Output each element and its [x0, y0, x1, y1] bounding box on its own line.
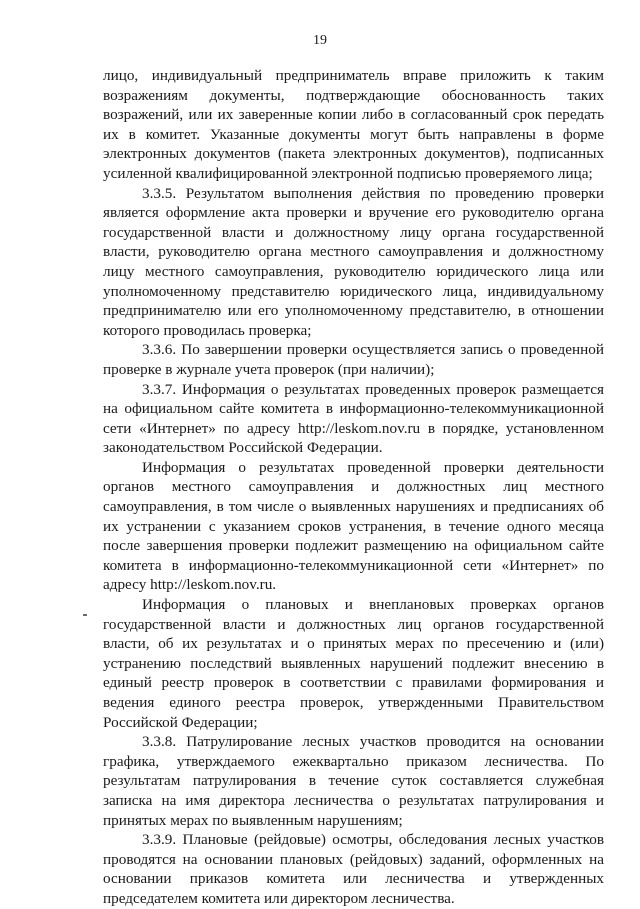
page-number: 19 [313, 33, 327, 48]
paragraph-local-government-results: Информация о результатах проведенной проверки деятельности органов местного самоуправления и должностных лиц местного самоуправления, в том числе о выявленных нарушениях и предписаниях об их устранении с указанием сроков устранения, в течение одного месяца после завершения проверки подлежит размещению на официальном сайте комитета в информационно-телекоммуникационной сети «Интернет» по адресу http://leskom.nov.ru. [103, 458, 604, 594]
paragraph-3-3-7: 3.3.7. Информация о результатах проведенных проверок размещается на официальном сайте комитета в информационно-телекоммуникационной сети «Интернет» по адресу http://leskom.nov.ru в порядке, установленном законодательством Российской Федерации. [103, 380, 604, 457]
paragraph-objection-documents: лицо, индивидуальный предприниматель вправе приложить к таким возражениям документы, подтверждающие обоснованность таких возражений, или их заверенные копии либо в согласованный срок передать их в комитет. Указанные документы могут быть направлены в форме электронных документов (пакета электронных документов), подписанных усиленной квалифицированной электронной подписью проверяемого лица; [103, 67, 604, 182]
paragraph-3-3-8: 3.3.8. Патрулирование лесных участков проводится на основании графика, утверждаемого ежеквартально приказом лесничества. По результатам патрулирования в течение суток составляется служебная записка на имя директора лесничества о результатах патрулирования и принятых мерах по выявленным нарушениям; [103, 733, 604, 829]
paragraph-3-3-9: 3.3.9. Плановые (рейдовые) осмотры, обследования лесных участков проводятся на основании плановых (рейдовых) заданий, оформленных на основании приказов комитета или лесничества и утвержденных председателем комитета или директором лесничества. [103, 831, 604, 907]
margin-scan-mark [83, 614, 87, 616]
paragraph-3-3-5: 3.3.5. Результатом выполнения действия по проведению проверки является оформление акта проверки и вручение его руководителю органа государственной власти и должностному лицу органа государственной власти, руководителю органа местного самоуправления и должностному лицу местного самоуправления, руководителю юридического лица или уполномоченному представителю юридического лица, индивидуальному предпринимателю или его уполномоченному представителю, в отношении которого проводилась проверка; [103, 184, 604, 339]
paragraph-state-authority-inspections: Информация о плановых и внеплановых проверках органов государственной власти и должностных лиц органов государственной власти, об их результатах и о принятых мерах по пресечению и (или) устранению последствий выявленных нарушений подлежит внесению в единый реестр проверок в соответствии с правилами формирования и ведения единого реестра проверок, утвержденными Правительством Российской Федерации; [103, 596, 604, 731]
document-body [103, 66, 604, 909]
paragraph-3-3-6: 3.3.6. По завершении проверки осуществляется запись о проведенной проверке в журнале учета проверок (при наличии); [103, 341, 604, 378]
